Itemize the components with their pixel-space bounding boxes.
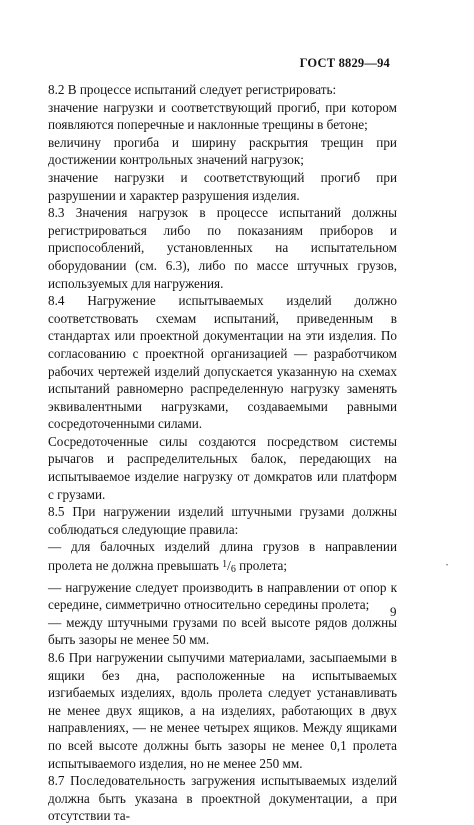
fraction-numerator: 1	[222, 559, 228, 571]
paragraph-8-2-item-2: величину прогиба и ширину раскрытия трещин при достижении контрольных значений нагрузок;	[48, 134, 397, 168]
paragraph-8-5-rule-2: — нагружение следует производить в направлении от опор к середине, симметрично относительно середины пролета;	[48, 579, 397, 613]
paragraph-8-4-continuation: Сосредоточенные силы создаются посредством системы рычагов и распределительных балок, передающих на испытываемое изделие нагрузку от домкратов или платформ с грузами.	[48, 433, 397, 502]
page-number: 9	[390, 604, 397, 619]
rule-1-text-after: пролета;	[235, 558, 288, 574]
paragraph-8-2-item-1: значение нагрузки и соответствующий прогиб, при котором появляются поперечные и наклонные трещины в бетоне;	[48, 99, 397, 133]
paragraph-8-4: 8.4 Нагружение испытываемых изделий должно соответствовать схемам испытаний, приведенным в стандартах или проектной документации на эти изделия. По согласованию с проектной организацией — разработчиком рабочих чертежей изделий допускается указанную на схемах испытаний равномерно распределенную нагрузку заменять эквивалентными нагрузками, создаваемыми равными сосредоточенными силами.	[48, 293, 397, 432]
paragraph-8-3: 8.3 Значения нагрузок в процессе испытаний должны регистрироваться либо по показаниям приборов и приспособлений, установленных на испытательном оборудовании (см. 6.3), либо по массе штучных грузов, используемых для нагружения.	[48, 205, 397, 291]
fraction-denominator: 6	[230, 564, 236, 576]
rule-1-text-before: — для балочных изделий длина грузов в направлении пролета не должна превышать	[48, 539, 397, 574]
document-header: ГОСТ 8829—94	[299, 56, 390, 70]
paragraph-8-2: 8.2 В процессе испытаний следует регистрировать:	[48, 82, 337, 97]
margin-dot: •	[446, 563, 449, 569]
document-body	[48, 81, 397, 825]
paragraph-8-6: 8.6 При нагружении сыпучими материалами, засыпаемыми в ящики без дна, расположенные на испытываемых изгибаемых изделиях, вдоль пролета следует устанавливать не менее двух ящиков, а на изделиях, работающих в двух направлениях, — не менее четырех ящиков. Между ящиками по всей высоте должны быть зазоры не менее 0,1 пролета испытываемого изделия, но не менее 250 мм.	[48, 650, 397, 771]
paragraph-8-5-rule-1: — для балочных изделий длина грузов в направлении пролета не должна превышать $^1$/6 пролета;	[48, 539, 397, 576]
paragraph-8-5-rule-3: — между штучными грузами по всей высоте рядов должны быть зазоры не менее 50 мм.	[48, 614, 397, 648]
paragraph-8-7: 8.7 Последовательность загружения испытываемых изделий должна быть указана в проектной документации, а при отсутствии та-	[48, 773, 397, 824]
paragraph-8-5: 8.5 При нагружении изделий штучными грузами должны соблюдаться следующие правила:	[48, 504, 397, 537]
paragraph-8-2-item-3: значение нагрузки и соответствующий прогиб при разрушении и характер разрушения изделия.	[48, 169, 397, 203]
